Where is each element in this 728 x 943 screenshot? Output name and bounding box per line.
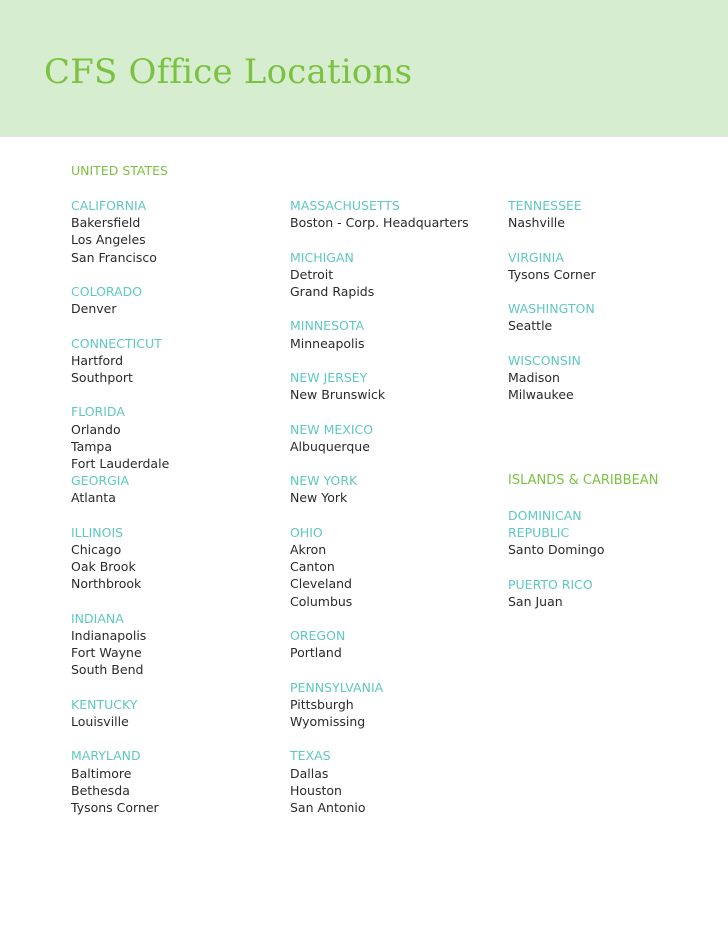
city-name: San Antonio [290, 799, 366, 815]
location-group-washington [508, 300, 708, 334]
city-name: Indianapolis [71, 628, 147, 643]
city-name: Fort Wayne [71, 645, 142, 661]
city-name: Oak Brook [71, 559, 136, 575]
city-name: Fort Lauderdale [71, 456, 170, 471]
city-name: Tysons Corner [71, 800, 159, 815]
city-name: Denver [71, 301, 117, 317]
spacer [71, 507, 271, 524]
city-name: Portland [290, 645, 342, 661]
locations-column-2 [290, 197, 500, 816]
location-group-kentucky [71, 696, 271, 730]
locations-column-3 [508, 197, 708, 403]
city-name: Baltimore [71, 765, 132, 781]
header-banner [0, 0, 728, 137]
location-group-california [71, 197, 271, 266]
city-name: Milwaukee [508, 387, 574, 403]
location-group-dominican-republic [508, 507, 658, 559]
state-name: PENNSYLVANIA [290, 679, 384, 695]
state-name: GEORGIA [71, 473, 130, 489]
state-name: FLORIDA [71, 404, 125, 420]
city-name: San Juan [508, 594, 563, 609]
city-name: Canton [290, 559, 335, 575]
location-group-puerto-rico [508, 576, 658, 610]
city-name: Louisville [71, 714, 129, 729]
city-name: South Bend [71, 662, 144, 678]
spacer [290, 231, 500, 248]
city-name: Detroit [290, 266, 334, 282]
state-name: MARYLAND [71, 748, 141, 764]
location-group-oregon [290, 627, 500, 661]
location-group-indiana [71, 610, 271, 679]
state-name: CALIFORNIA [71, 198, 147, 213]
spacer [290, 300, 500, 317]
city-name: Pittsburgh [290, 696, 354, 712]
united-states-label: UNITED STATES [71, 163, 168, 178]
state-name: MINNESOTA [290, 318, 365, 334]
city-name: Cleveland [290, 576, 352, 592]
state-name: MASSACHUSETTS [290, 198, 400, 213]
state-name: MICHIGAN [290, 249, 354, 265]
location-group-minnesota [290, 317, 500, 351]
state-name: COLORADO [71, 284, 143, 299]
location-group-new-york [290, 472, 500, 506]
city-name: Nashville [508, 215, 565, 231]
location-group-florida [71, 403, 271, 472]
city-name: Southport [71, 370, 133, 385]
state-name: OHIO [290, 524, 323, 540]
spacer [508, 559, 658, 576]
spacer [290, 661, 500, 678]
spacer [508, 283, 708, 300]
location-group-new-mexico [290, 421, 500, 455]
state-name: VIRGINIA [508, 249, 564, 265]
location-group-virginia [508, 249, 708, 283]
state-name: TEXAS [290, 748, 331, 764]
location-group-illinois [71, 524, 271, 593]
location-group-pennsylvania [290, 679, 500, 731]
state-name: TENNESSEE [508, 198, 582, 213]
location-group-maryland [71, 747, 271, 816]
location-group-wisconsin [508, 352, 708, 404]
city-name: Houston [290, 782, 342, 798]
city-name: Akron [290, 541, 327, 557]
page-title: CFS Office Locations [44, 52, 413, 92]
spacer [290, 403, 500, 420]
city-name: Atlanta [71, 490, 116, 506]
location-group-new-jersey [290, 369, 500, 403]
city-name: Dallas [290, 765, 329, 781]
city-name: Tysons Corner [508, 266, 596, 282]
city-name: Seattle [508, 318, 553, 334]
spacer [290, 352, 500, 369]
spacer [290, 730, 500, 747]
spacer [71, 386, 271, 403]
location-group-tennessee [508, 197, 708, 231]
spacer [508, 231, 708, 248]
city-name: Columbus [290, 593, 353, 609]
spacer [290, 455, 500, 472]
spacer [71, 730, 271, 747]
city-name: Minneapolis [290, 335, 365, 351]
spacer [71, 593, 271, 610]
spacer [71, 266, 271, 283]
city-name: Boston - Corp. Headquarters [290, 215, 469, 231]
location-group-texas [290, 747, 500, 816]
islands-caribbean-label: ISLANDS & CARIBBEAN [508, 473, 659, 488]
city-name: Madison [508, 369, 560, 385]
state-name: NEW JERSEY [290, 369, 368, 385]
city-name: Orlando [71, 421, 121, 437]
islands-column [508, 507, 658, 610]
state-name: WASHINGTON [508, 301, 595, 317]
spacer [290, 507, 500, 524]
location-group-colorado [71, 283, 271, 317]
city-name: Northbrook [71, 576, 142, 592]
location-group-massachusetts [290, 197, 500, 231]
spacer [71, 317, 271, 334]
state-name: NEW YORK [290, 473, 358, 489]
city-name: Albuquerque [290, 438, 370, 454]
city-name: Bethesda [71, 782, 130, 798]
state-name: PUERTO RICO [508, 576, 593, 592]
city-name: Santo Domingo [508, 542, 605, 558]
state-name: DOMINICAN REPUBLIC [508, 508, 582, 541]
locations-column-1 [71, 197, 271, 816]
location-group-michigan [290, 249, 500, 301]
city-name: Bakersfield [71, 215, 141, 231]
state-name: WISCONSIN [508, 352, 581, 368]
location-group-georgia [71, 472, 271, 506]
state-name: ILLINOIS [71, 524, 124, 540]
city-name: New Brunswick [290, 387, 386, 403]
city-name: Grand Rapids [290, 284, 375, 299]
location-group-connecticut [71, 335, 271, 387]
state-name: CONNECTICUT [71, 335, 162, 351]
state-name: KENTUCKY [71, 696, 138, 712]
city-name: San Francisco [71, 249, 157, 265]
city-name: Hartford [71, 352, 124, 368]
city-name: Los Angeles [71, 232, 146, 248]
state-name: INDIANA [71, 610, 124, 626]
spacer [71, 679, 271, 696]
state-name: OREGON [290, 627, 346, 643]
state-name: NEW MEXICO [290, 421, 374, 437]
city-name: Chicago [71, 542, 122, 557]
city-name: Tampa [71, 438, 112, 454]
spacer [508, 335, 708, 352]
city-name: Wyomissing [290, 713, 366, 729]
city-name: New York [290, 490, 348, 506]
location-group-ohio [290, 524, 500, 610]
spacer [290, 610, 500, 627]
